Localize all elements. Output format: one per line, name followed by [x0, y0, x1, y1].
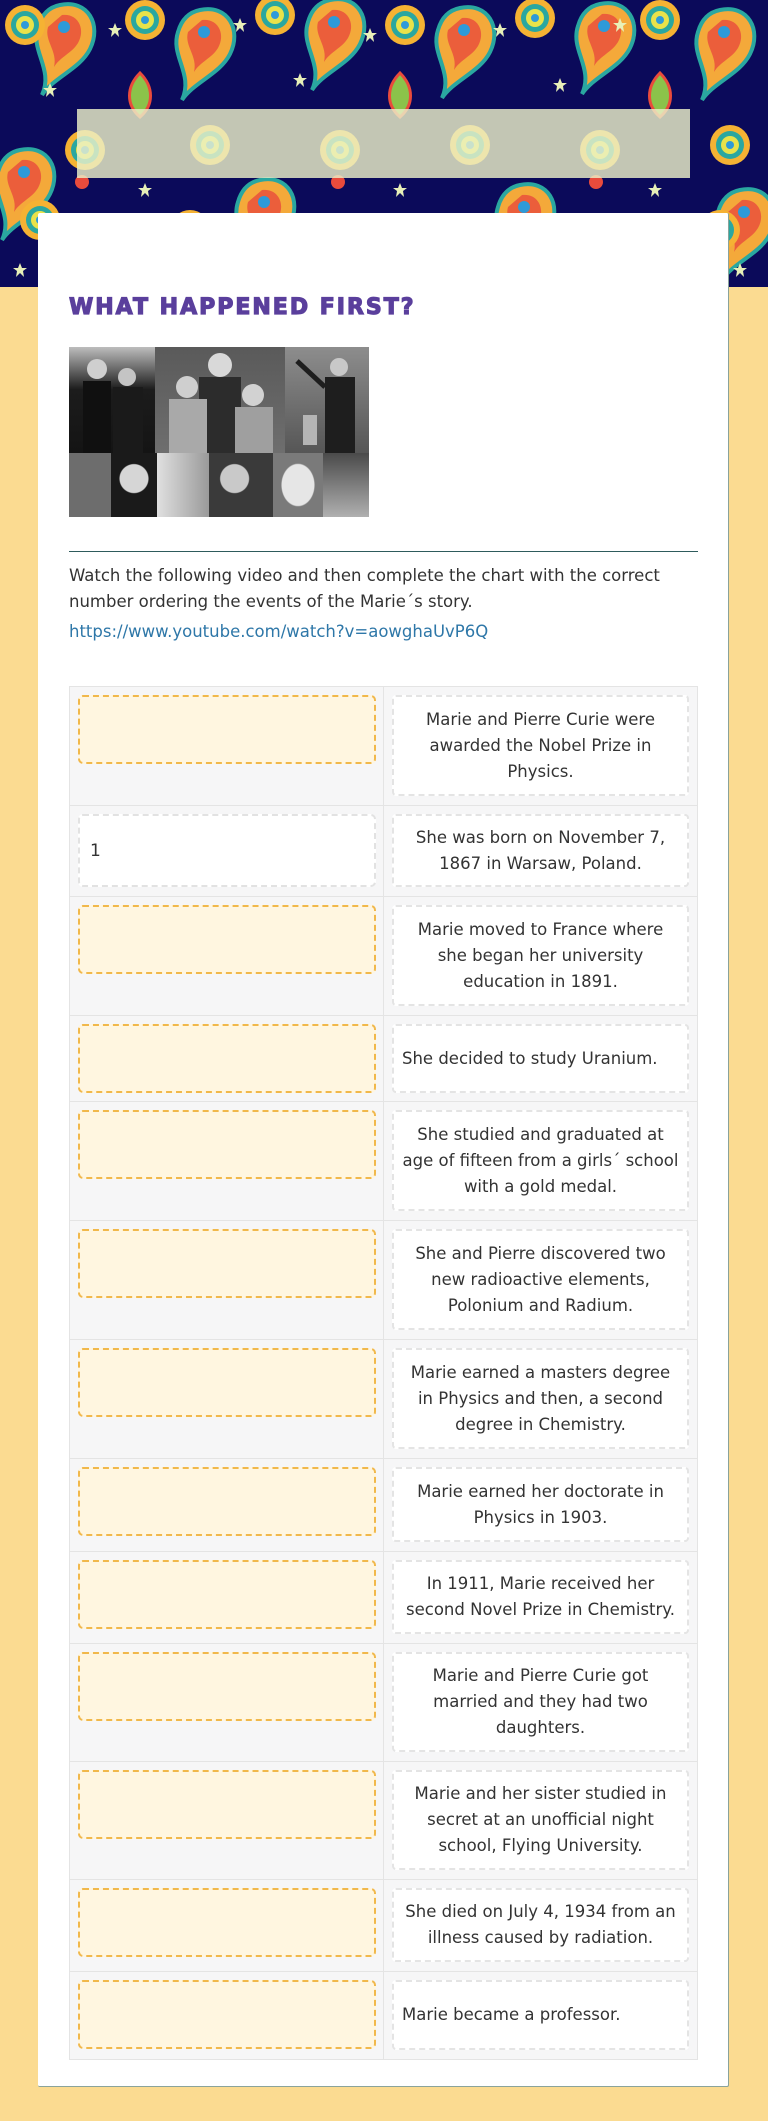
event-text: Marie and Pierre Curie were awarded the Nobel Prize in Physics. — [392, 695, 689, 796]
order-number-input[interactable] — [78, 905, 376, 974]
event-text: Marie and Pierre Curie got married and they had two daughters. — [392, 1652, 689, 1752]
table-row — [70, 1016, 697, 1102]
order-number-input[interactable] — [78, 1888, 376, 1957]
order-number-input[interactable] — [78, 1110, 376, 1179]
order-number-input[interactable] — [78, 1024, 376, 1093]
order-number-input[interactable] — [78, 1770, 376, 1839]
table-row — [70, 1221, 697, 1340]
table-row — [70, 1459, 697, 1552]
table-row — [70, 806, 697, 897]
event-text: She decided to study Uranium. — [392, 1024, 689, 1093]
table-row — [70, 1644, 697, 1762]
event-text: She studied and graduated at age of fifteen from a girls´ school with a gold medal. — [392, 1110, 689, 1211]
marie-curie-collage-image — [69, 347, 369, 517]
table-row — [70, 1102, 697, 1221]
table-row — [70, 687, 697, 806]
event-text: Marie became a professor. — [392, 1980, 689, 2050]
event-text: In 1911, Marie received her second Novel Prize in Chemistry. — [392, 1560, 689, 1634]
worksheet-card — [38, 213, 729, 2087]
video-link[interactable]: https://www.youtube.com/watch?v=aowghaUvP6Q — [69, 622, 489, 641]
table-row — [70, 1762, 697, 1880]
table-row — [70, 897, 697, 1016]
ordering-table — [69, 686, 698, 2060]
order-number-input[interactable] — [78, 695, 376, 764]
order-number-input[interactable] — [78, 1980, 376, 2049]
event-text: She and Pierre discovered two new radioactive elements, Polonium and Radium. — [392, 1229, 689, 1330]
table-row — [70, 1880, 697, 1972]
table-row — [70, 1340, 697, 1459]
order-number-input[interactable] — [78, 1560, 376, 1629]
order-number-input[interactable] — [78, 1467, 376, 1536]
worksheet-title: WHAT HAPPENED FIRST? — [69, 295, 416, 320]
table-row — [70, 1552, 697, 1644]
event-text: Marie earned her doctorate in Physics in 1903. — [392, 1467, 689, 1542]
event-text: She was born on November 7, 1867 in Warsaw, Poland. — [392, 814, 689, 887]
banner-title-overlay — [77, 109, 690, 178]
event-text: Marie earned a masters degree in Physics and then, a second degree in Chemistry. — [392, 1348, 689, 1449]
order-number-input[interactable] — [78, 1229, 376, 1298]
event-text: Marie moved to France where she began her university education in 1891. — [392, 905, 689, 1006]
event-text: Marie and her sister studied in secret at an unofficial night school, Flying University. — [392, 1770, 689, 1870]
instructions-text: Watch the following video and then complete the chart with the correct number ordering the events of the Marie´s story. — [69, 566, 660, 611]
order-number-input[interactable] — [78, 1652, 376, 1721]
order-number-input[interactable]: 1 — [78, 814, 376, 887]
table-row — [70, 1972, 697, 2059]
section-divider — [69, 551, 698, 552]
event-text: She died on July 4, 1934 from an illness caused by radiation. — [392, 1888, 689, 1962]
order-number-input[interactable] — [78, 1348, 376, 1417]
